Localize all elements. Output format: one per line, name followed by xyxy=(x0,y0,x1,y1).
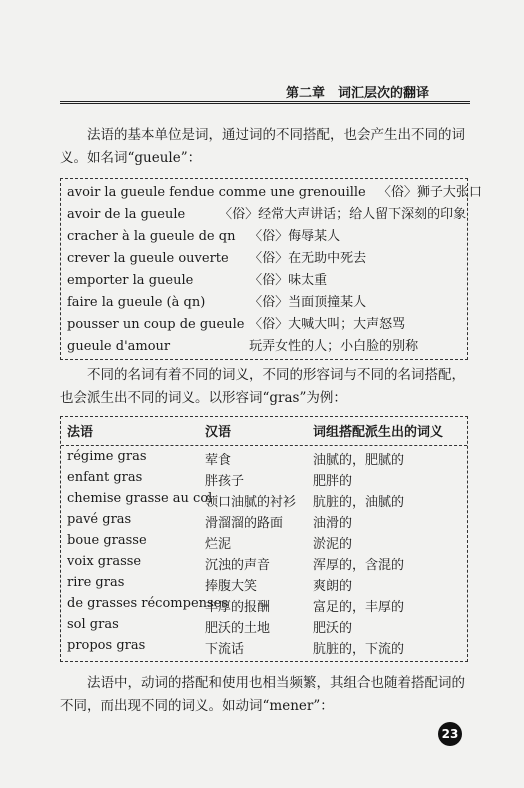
french-phrase: emporter la gueule xyxy=(67,273,194,288)
gueule-row xyxy=(67,313,405,332)
gueule-example-box xyxy=(60,178,482,360)
cell-meaning: 肥沃的 xyxy=(313,621,353,636)
chinese-meaning: 〈俗〉味太重 xyxy=(249,273,328,288)
cell-french: régime gras xyxy=(67,449,147,464)
page-number: 23 xyxy=(438,722,462,746)
gras-table xyxy=(60,416,468,662)
table-row xyxy=(61,512,467,534)
cell-french: voix grasse xyxy=(67,554,142,569)
chapter-header: 第二章 词汇层次的翻译 xyxy=(286,86,430,101)
french-phrase: pousser un coup de gueule xyxy=(67,317,245,332)
cell-meaning: 油滑的 xyxy=(313,516,353,531)
chinese-meaning: 〈俗〉大喊大叫；大声怒骂 xyxy=(249,317,406,332)
cell-meaning: 肮脏的，油腻的 xyxy=(313,495,405,510)
cell-french: sol gras xyxy=(67,617,119,632)
chinese-meaning: 〈俗〉侮辱某人 xyxy=(249,229,341,244)
paragraph-gras: 不同的名词有着不同的词义，不同的形容词与不同的名词搭配，也会派生出不同的词义。以形容词“gras”为例： xyxy=(60,367,465,406)
cell-meaning: 爽朗的 xyxy=(313,579,353,594)
header-derived-meaning: 词组搭配派生出的词义 xyxy=(313,425,444,440)
cell-chinese: 捧腹大笑 xyxy=(205,579,258,594)
cell-meaning: 富足的，丰厚的 xyxy=(313,600,405,615)
cell-meaning: 肮脏的，下流的 xyxy=(313,642,405,657)
table-header-rule xyxy=(61,445,467,446)
chinese-meaning: 〈俗〉当面顶撞某人 xyxy=(249,295,367,310)
cell-chinese: 滑溜溜的路面 xyxy=(205,516,284,531)
french-phrase: avoir de la gueule xyxy=(67,207,186,222)
gueule-row xyxy=(67,247,366,266)
table-row xyxy=(61,638,467,660)
table-row xyxy=(61,554,467,576)
cell-chinese: 烂泥 xyxy=(205,537,232,552)
header-chinese: 汉语 xyxy=(205,425,232,440)
french-phrase: avoir la gueule fendue comme une grenouille xyxy=(67,185,366,200)
cell-meaning: 淤泥的 xyxy=(313,537,353,552)
cell-chinese: 沉浊的声音 xyxy=(205,558,271,573)
table-header xyxy=(61,421,467,443)
french-phrase: gueule d'amour xyxy=(67,339,171,354)
cell-chinese: 胖孩子 xyxy=(205,474,245,489)
french-phrase: crever la gueule ouverte xyxy=(67,251,229,266)
french-phrase: cracher à la gueule de qn xyxy=(67,229,236,244)
cell-meaning: 油腻的，肥腻的 xyxy=(313,453,405,468)
cell-chinese: 领口油腻的衬衫 xyxy=(205,495,297,510)
chinese-meaning: 〈俗〉狮子大张口 xyxy=(377,185,482,200)
cell-french: rire gras xyxy=(67,575,125,590)
cell-french: chemise grasse au col xyxy=(67,491,213,506)
cell-chinese: 肥沃的土地 xyxy=(205,621,271,636)
table-row xyxy=(61,575,467,597)
table-row xyxy=(61,617,467,639)
cell-meaning: 浑厚的，含混的 xyxy=(313,558,405,573)
table-row xyxy=(61,533,467,555)
paragraph-intro: 法语的基本单位是词，通过词的不同搭配，也会产生出不同的词义。如名词“gueule”： xyxy=(60,127,465,166)
paragraph-mener: 法语中，动词的搭配和使用也相当频繁，其组合也随着搭配词的不同，而出现不同的词义。如动词“mener”： xyxy=(60,675,465,714)
header-rule xyxy=(60,101,470,106)
gueule-row xyxy=(67,291,366,310)
cell-meaning: 肥胖的 xyxy=(313,474,353,489)
gueule-row xyxy=(67,335,418,354)
chinese-meaning: 〈俗〉在无助中死去 xyxy=(249,251,367,266)
gueule-row xyxy=(67,269,327,288)
chinese-meaning: 玩弄女性的人；小白脸的别称 xyxy=(249,339,419,354)
french-phrase: faire la gueule (à qn) xyxy=(67,295,206,310)
cell-french: enfant gras xyxy=(67,470,143,485)
cell-chinese: 下流话 xyxy=(205,642,245,657)
gueule-row xyxy=(67,203,466,222)
table-row xyxy=(61,596,467,618)
chinese-meaning: 〈俗〉经常大声讲话；给人留下深刻的印象 xyxy=(219,207,467,222)
cell-chinese: 荤食 xyxy=(205,453,232,468)
cell-french: boue grasse xyxy=(67,533,147,548)
cell-french: pavé gras xyxy=(67,512,132,527)
table-row xyxy=(61,470,467,492)
cell-chinese: 丰厚的报酬 xyxy=(205,600,271,615)
header-french: 法语 xyxy=(67,425,94,440)
gueule-row xyxy=(67,225,340,244)
cell-french: propos gras xyxy=(67,638,146,653)
table-row xyxy=(61,449,467,471)
cell-french: de grasses récompenses xyxy=(67,596,229,611)
gueule-row xyxy=(67,181,482,200)
table-row xyxy=(61,491,467,513)
